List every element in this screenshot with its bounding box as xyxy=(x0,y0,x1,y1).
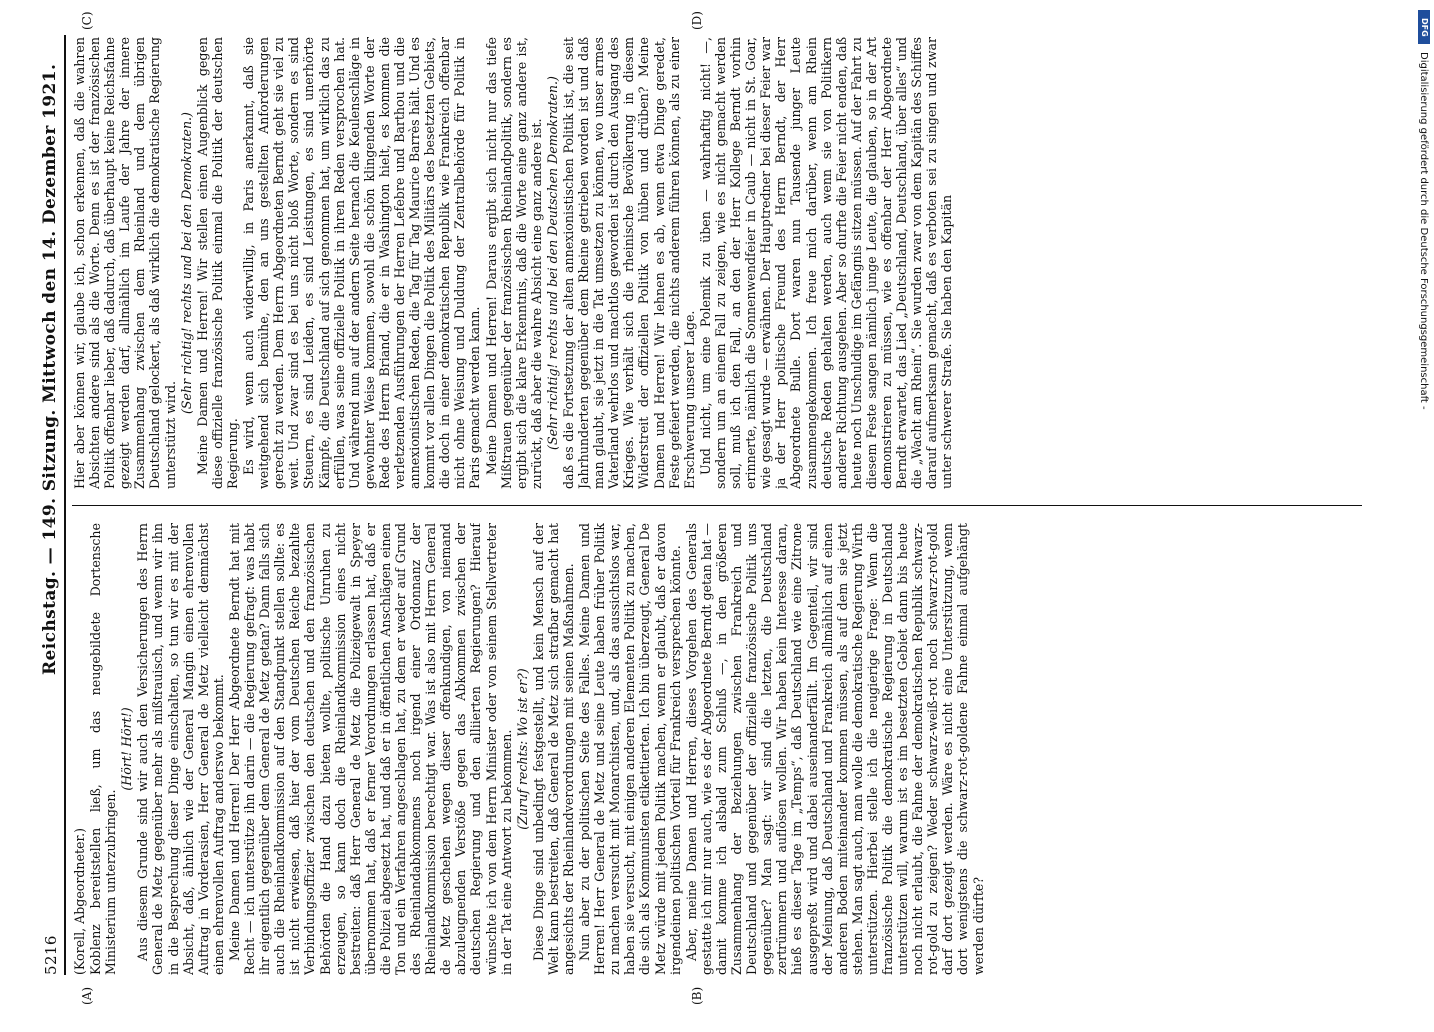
margin-marker-b: (B) xyxy=(690,986,704,1005)
paragraph: (Korell, Abgeordneter.) xyxy=(72,827,87,975)
margin-marker-c: (C) xyxy=(80,11,94,30)
text-column-right xyxy=(72,37,1362,489)
page-number: 5216 xyxy=(42,935,60,975)
rotated-page xyxy=(40,11,1370,1005)
page-title: Reichstag. — 149. Sitzung. Mittwoch den 14. Dezember 1921. xyxy=(40,63,60,675)
paragraph: Koblenz bereitstellen ließ, um das neugebildete Dortensche Ministerium unterzubringen. xyxy=(88,523,119,975)
dfg-logo: DFG xyxy=(1418,10,1430,44)
interjection: (Sehr richtig! rechts und bei den Deutschen Demokraten.) xyxy=(544,76,560,450)
digitization-credit xyxy=(1418,52,1430,1032)
column-divider xyxy=(72,505,1362,506)
text-column-left xyxy=(72,523,1362,975)
interjection: (Hört! Hört!) xyxy=(119,707,135,791)
header-rule xyxy=(64,35,66,975)
paragraph: Und nicht, um eine Polemik zu üben — wahrhaftig nicht! —, sondern um an einem Fall zu zeigen, wie es nicht gemacht werden soll, muß ich den Fall, an den der Herr Kollege Berndt vorhin erinnerte, nämlich die Sonnenwendfeier in Caub — nicht in St. Goar, wie gesagt wurde — erwähnen. Der Hauptredner bei dieser Feier war ja der Herr politische Freund des Herrn Berndt, der Herr Abgeordnete Bulle. Dort waren nun Tausende junger Leute zusammengekommen. Ich freue mich darüber, wenn am Rhein deutsche Reden gehalten werden, auch wenn sie von Politikern anderer Richtung ausgehen. Aber so durfte die Feier nicht enden, daß heute noch Unschuldige im Gefängnis sitzen müssen. Auf der Fahrt zu diesem Feste sangen nämlich junge Leute, die glauben, so in der Art demonstrieren zu müssen, wie es offenbar der Herr Abgeordnete Berndt erwartet, das Lied „Deutschland, Deutschland, über alles“ und die „Wacht am Rhein“. Sie wurden zwar von dem Kapitän des Schiffes darauf aufmerksam gemacht, daß es verboten sei zu singen und zwar unter schwerer Strafe. Sie haben den Kapitän xyxy=(697,37,955,489)
interjection: (Sehr richtig! rechts und bei den Demokraten.) xyxy=(178,112,194,414)
paragraph: Aber, meine Damen und Herren, dieses Vorgehen des Generals gestatte ich mir nur auch, wie es der Abgeordnete Berndt getan hat — damit komme ich alsbald zum Schluß —, in den größeren Zusammenhang der Beziehungen zwischen Frankreich und Deutschland und gegenüber der offizielle französische Politik uns gegenüber? Man sagt: wir sind die letzten, die Deutschland zertrümmern und auflösen wollen. Wir haben kein Interesse daran, hieß es dieser Tage im „Temps“, daß Deutschland wie eine Zitrone ausgepreßt wird und dabei auseinanderfällt. Im Gegenteil, wir sind der Meinung, daß Deutschland und Frankreich allmählich auf einen anderen Boden miteinander kommen müssen, als auf dem sie jetzt stehen. Man sagt auch, man wolle die demokratische Regierung Wirth unterstützen. Hierbei stelle ich die neugierige Frage: Wenn die französische Politik die demokratische Regierung in Deutschland unterstützen will, warum ist es im besetzten Gebiet dann bis heute noch nicht erlaubt, die Fahne der demokratischen Republik schwarz-rot-gold zu zeigen? Weder schwarz-weiß-rot noch schwarz-rot-gold darf dort gezeigt werden. Wäre es nicht eine Unterstützung, wenn dort wenigstens die schwarz-rot-goldene Fahne einmal aufgehängt werden dürfte? xyxy=(683,523,986,975)
paragraph: Nun aber zu der politischen Seite des Falles. Meine Damen und Herren! Herr General de Metz und seine Leute haben früher Politik zu machen versucht mit Monarchisten, und, als das aussichtslos war, haben sie versucht, mit einigen anderen Elementen Politik zu machen, die sich als Kommunisten etikettierten. Ich bin überzeugt, General De Metz würde mit jedem Politik machen, wenn er glaubt, daß er davon irgendeinen politischen Vorteil für Frankreich versprechen könnte. xyxy=(577,523,683,975)
margin-marker-a: (A) xyxy=(80,986,94,1005)
credit-text: Digitalisierung gefördert durch die Deutsche Forschungsgemeinschaft - xyxy=(1418,52,1429,410)
margin-marker-d: (D) xyxy=(690,11,704,30)
paragraph: Meine Damen und Herren! Wir stellen einen Augenblick gegen diese offizielle französische Politik einmal die Politik der deutschen Regierung. xyxy=(194,37,240,489)
interjection: (Zuruf rechts: Wo ist er?) xyxy=(514,668,530,830)
paragraph: Diese Dinge sind unbedingt festgestellt, und kein Mensch auf der Welt kann bestreiten, daß General de Metz sich strafbar gemacht hat angesichts der Rheinlandverordnungen mit seinen Maßnahmen. xyxy=(530,523,576,975)
paragraph: Meine Damen und Herren! Daraus ergibt sich nicht nur das tiefe Mißtrauen gegenüber der französischen Rheinlandpolitik, sondern es ergibt sich die klare Erkenntnis, daß die Worte eine ganz andere ist, zurückt, daß aber die wahre Absicht eine ganz andere ist. xyxy=(483,37,544,489)
paragraph: Hier aber können wir, glaube ich, schon erkennen, daß die wahren Absichten andere sind als die Worte. Denn es ist der französischen Politik offenbar lieber, daß dadurch, daß überhaupt keine Reichsfahne gezeigt werden darf, allmählich im Laufe der Jahre der innere Zusammenhang zwischen dem Rheinland und dem übrigen Deutschland gelockert, als daß wirklich die demokratische Regierung unterstützt wird. xyxy=(72,37,178,489)
paragraph: Meine Damen und Herren! Der Herr Abgeordnete Berndt hat mit Recht — ich unterstütze ihn darin — die Regierung gefragt: was habt ihr eigentlich gegenüber dem General de Metz getan? Dann falls sich auch die Rheinlandkommission auf den Standpunkt stellen sollte: es ist nicht erwiesen, daß hier der vom Deutschen Reiche bezahlte Verbindungsoffizier zwischen den deutschen und den französischen Behörden die Hand dazu bieten wollte, politische Unruhen zu erzeugen, so kann doch die Rheinlandkommission eines nicht bestreiten: daß Herr General de Metz die Polizeigewalt in Speyer übernommen hat, daß er ferner Verordnungen erlassen hat, daß er die Polizei abgesetzt hat, und daß er in öffentlichen Anschlägen einen Ton und ein Verfahren angeschlagen hat, zu dem er weder auf Grund des Rheinlandabkommens noch irgend einer Ordonnanz der Rheinlandkommission berechtigt war. Was ist also mit Herrn General de Metz geschehen wegen dieser offenkundigen, von niemand abzuleugnenden Verstöße gegen das Abkommen zwischen der deutschen Regierung und den alliierten Regierungen? Hierauf wünschte ich von dem Herrn Minister oder von seinem Stellvertreter in der Tat eine Antwort zu bekommen. xyxy=(226,523,514,975)
paragraph: Es wird, wenn auch widerwillig, in Paris anerkannt, daß sie weitgehend sich bemühe, den an uns gestellten Anforderungen gerecht zu werden. Dem Herrn Abgeordneten Berndt geht sie viel zu weit. Und zwar sind es bei uns nicht bloß Worte, sondern es sind Steuern, es sind Leiden, es sind Leistungen, es sind unerhörte Kämpfe, die Deutschland auf sich genommen hat, um wirklich das zu erfüllen, was seine offizielle Politik in ihren Reden versprochen hat. Und während nun auf der andern Seite hernach die Keulenschläge in gewohnter Weise kommen, sowohl die schön klingenden Worte der Rede des Herrn Briand, die er in Washington hielt, es kommen die verletzenden Ausführungen der Herren Lefebre und Barthou und die annexionistischen Reden, die Tag für Tag Maurice Barrès hält. Und es kommt vor allen Dingen die Politik des Militärs des besetzten Gebiets, die doch in einer demokratischen Republik wie Frankreich offenbar nicht ohne Weisung und Duldung der Zentralbehörde für Politik in Paris gemacht werden kann. xyxy=(241,37,483,489)
paragraph: daß es die Fortsetzung der alten annexionistischen Politik ist, die seit Jahrhunderten gegenüber dem Rheine getrieben worden ist und daß man glaubt, sie jetzt in die Tat umsetzen zu können, wo unser armes Vaterland wehrlos und machtlos geworden ist durch den Ausgang des Krieges. Wie verhält sich die rheinische Bevölkerung in diesem Widerstreit der offiziellen Politik von hüben und drüben? Meine Damen und Herren! Wir lehnen es ab, wenn etwa Dinge geredet, Feste gefeiert werden, die nichts anderem führen können, als zu einer Erschwerung unserer Lage. xyxy=(561,37,697,489)
paragraph: Aus diesem Grunde sind wir auch den Versicherungen des Herrn General de Metz gegenüber mehr als mißtrauisch, und wenn wir ihn in die Besprechung dieser Dinge einschalten, so tun wir es mit der Absicht, daß, ähnlich wie der General Mangin einen ehrenvollen Auftrag in Vorderasien, Herr General de Metz vielleicht demnächst einen ehrenvollen Auftrag anderswo bekommt. xyxy=(135,523,226,975)
page-header xyxy=(40,35,64,975)
